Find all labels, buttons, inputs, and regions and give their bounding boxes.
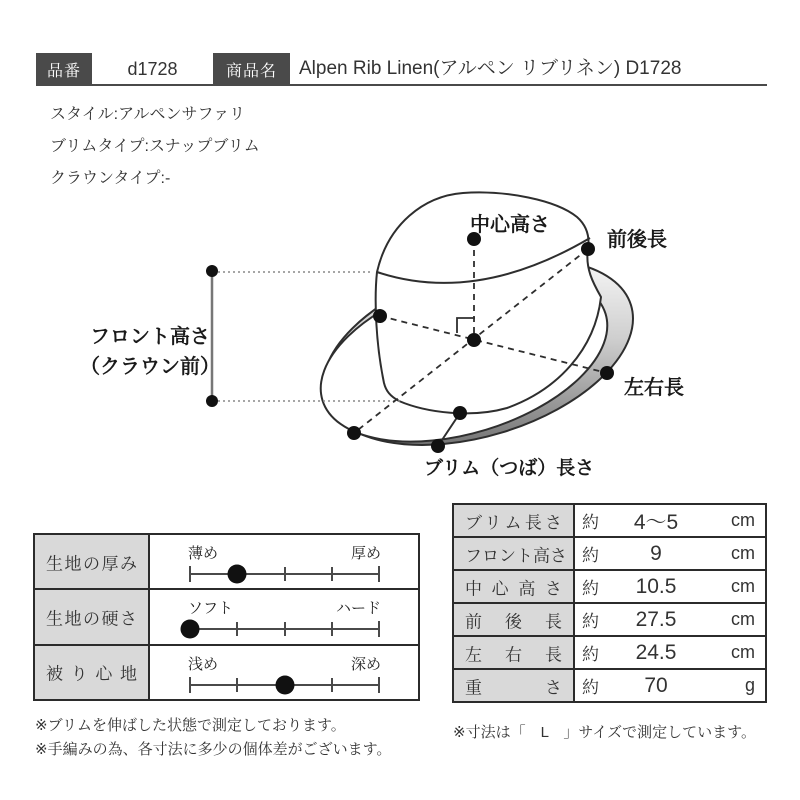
spec-crown-type: クラウンタイプ:- [50,170,171,187]
footnote-size-basis: ※寸法は「 L 」サイズで測定しています。 [453,724,756,741]
size-value: 10.5 [635,574,677,598]
label-center-height: 中心高さ [470,214,550,236]
scale-tick [189,566,191,582]
size-row-header [454,538,575,569]
table-row [35,644,418,699]
scale-max-label: ハード [335,600,381,618]
product-name-label: 商品名 [225,62,277,80]
table-row [35,535,418,588]
fabric-row-label: 生地の硬さ [46,609,137,629]
size-unit: cm [731,609,755,629]
size-row-value-cell [575,505,765,536]
size-row-value-cell [575,604,765,635]
size-row-header [454,670,575,701]
table-row [454,569,765,602]
table-row [454,668,765,701]
item-number-value: d1728 [127,59,178,79]
approx-prefix: 約 [582,579,599,598]
table-row [454,505,765,536]
size-row-header [454,637,575,668]
scale-min-label: 浅め [188,655,219,673]
scale-track [190,684,379,686]
size-value: 27.5 [635,607,677,631]
spec-brim-type: ブリムタイプ:スナップブリム [50,138,260,155]
footnotes-left [35,714,391,762]
size-row-value-cell [575,670,765,701]
scale-tick [331,567,333,581]
product-name-label-box [213,53,290,85]
scale-tick [236,678,238,692]
size-row-value-cell [575,538,765,569]
scale-tick [378,677,380,693]
spec-lines [50,99,260,195]
label-front-height-line2: （クラウン前） [80,356,220,378]
label-front-height-line1: フロント高さ [90,326,210,348]
item-number-label-box [36,53,92,85]
approx-prefix: 約 [582,513,599,532]
scale-track [190,573,379,575]
size-unit: cm [731,642,755,662]
table-row [454,602,765,635]
size-unit: cm [731,543,755,563]
scale-max-label: 深め [350,655,381,673]
scale-tick [331,622,333,636]
scale-value-dot [228,565,247,584]
size-value: 24.5 [635,640,677,664]
size-row-value-cell [575,637,765,668]
size-unit: cm [731,576,755,596]
table-row [454,635,765,668]
fabric-scale [150,646,418,699]
size-row-label: 前後長 [465,612,562,631]
footnote-brim: ※ブリムを伸ばした状態で測定しております。 [35,717,346,734]
approx-prefix: 約 [582,546,599,565]
item-number-label: 品番 [46,62,81,80]
scale-tick [284,622,286,636]
size-row-label: 中心高さ [465,579,562,598]
size-unit: g [744,675,755,695]
scale-min-label: ソフト [188,600,234,618]
product-name-value: Alpen Rib Linen(アルペン リブリネン) D1728 [299,58,682,79]
label-brim-length: ブリム（つば）長さ [424,458,595,479]
size-value: 70 [644,673,668,697]
scale-tick [378,566,380,582]
approx-prefix: 約 [582,678,599,697]
fabric-property-table [33,533,420,701]
approx-prefix: 約 [582,612,599,631]
size-row-label: フロント高さ [465,546,567,565]
scale-tick [236,622,238,636]
scale-tick [189,677,191,693]
size-row-header [454,571,575,602]
scale-min-label: 薄め [188,545,219,562]
hat-measurement-diagram [60,185,720,490]
size-unit: cm [731,510,755,530]
scale-tick [284,567,286,581]
scale-track [190,628,379,630]
fabric-row-header [35,590,150,643]
size-row-header [454,505,575,536]
label-front-back-length: 前後長 [607,229,667,251]
size-value: 4〜5 [633,510,679,534]
size-value: 9 [650,541,662,565]
table-row [35,588,418,643]
fabric-row-label: 被り心地 [46,664,137,684]
label-left-right-length: 左右長 [624,377,684,399]
scale-value-dot [181,620,200,639]
scale-tick [378,621,380,637]
scale-value-dot [275,675,294,694]
size-row-header [454,604,575,635]
fabric-row-header [35,646,150,699]
size-row-label: ブリム長さ [465,513,562,532]
fabric-scale [150,590,418,643]
fabric-scale [150,535,418,588]
size-row-value-cell [575,571,765,602]
table-row [454,536,765,569]
scale-max-label: 厚め [350,545,381,562]
size-row-label: 左右長 [465,645,562,664]
scale-tick [331,678,333,692]
approx-prefix: 約 [582,645,599,664]
size-measurement-table [452,503,767,703]
footnote-handmade: ※手編みの為、各寸法に多少の個体差がございます。 [35,741,392,758]
size-row-label: 重さ [465,678,562,697]
fabric-row-label: 生地の厚み [46,554,137,574]
spec-style: スタイル:アルペンサファリ [50,106,246,123]
fabric-row-header [35,535,150,588]
